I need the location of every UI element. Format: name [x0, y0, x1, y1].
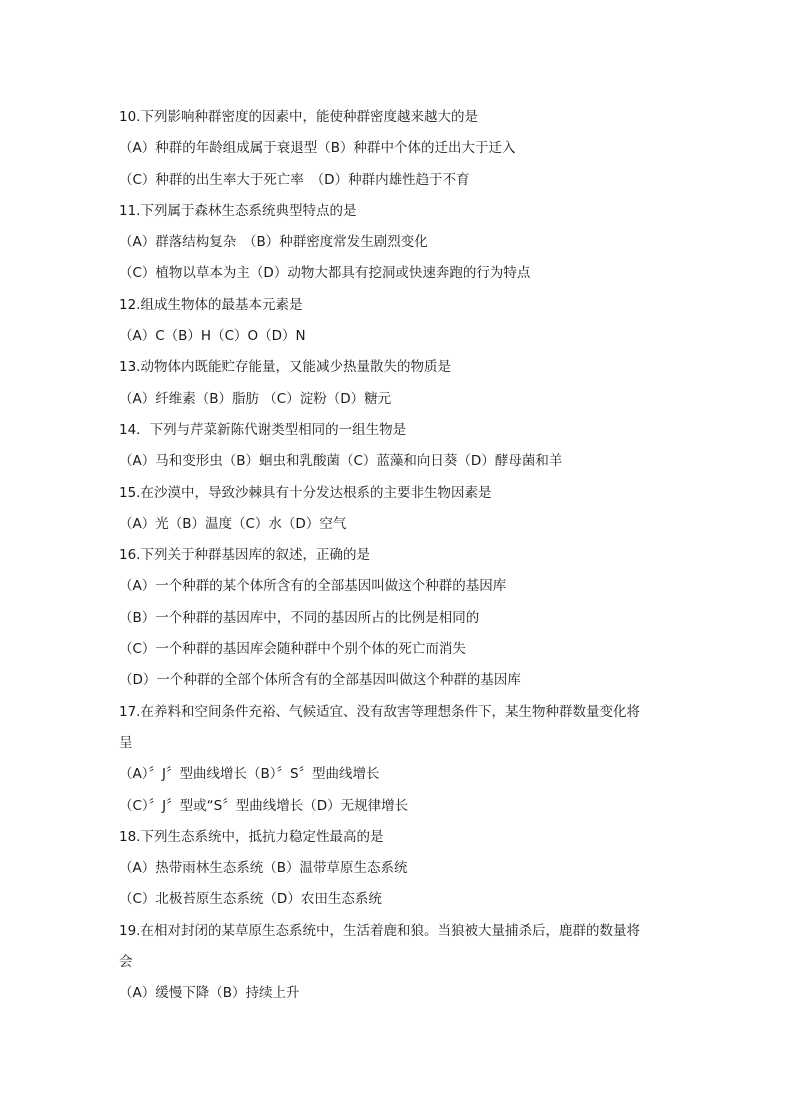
question-13-options: （A）纤维素（B）脂肪 （C）淀粉（D）糖元: [119, 390, 392, 407]
question-16-option-b: （B）一个种群的基因库中，不同的基因所占的比例是相同的: [119, 609, 480, 626]
question-11-stem: 11.下列属于森林生态系统典型特点的是: [119, 202, 357, 219]
question-11-options-cd: （C）植物以草本为主（D）动物大都具有挖洞或快速奔跑的行为特点: [119, 265, 531, 282]
question-16-option-a: （A）一个种群的某个体所含有的全部基因叫做这个种群的基因库: [119, 578, 507, 595]
question-16-option-c: （C）一个种群的基因库会随种群中个别个体的死亡而消失: [119, 641, 466, 658]
question-10-options-ab: （A）种群的年龄组成属于衰退型（B）种群中个体的迁出大于迁入: [119, 140, 516, 157]
question-17-options-ab: （A）〞J〞型曲线增长（B）〞S〞型曲线增长: [119, 766, 380, 783]
question-18-stem: 18.下列生态系统中，抵抗力稳定性最高的是: [119, 828, 384, 845]
question-12-stem: 12.组成生物体的最基本元素是: [119, 296, 303, 313]
question-10-stem: 10.下列影响种群密度的因素中，能使种群密度越来越大的是: [119, 109, 478, 125]
question-15-options: （A）光（B）温度（C）水（D）空气: [119, 515, 347, 532]
question-17-stem: 17.在养料和空间条件充裕、气候适宜、没有敌害等理想条件下，某生物种群数量变化将: [119, 703, 640, 720]
question-10-options-cd: （C）种群的出生率大于死亡率 （D）种群内雄性趋于不育: [119, 171, 470, 188]
question-17-options-cd: （C）〞J〞型或“S〞型曲线增长（D）无规律增长: [119, 797, 409, 814]
question-17-stem-cont: 呈: [119, 734, 133, 751]
question-19-stem-cont: 会: [119, 954, 133, 971]
question-14-options: （A）马和变形虫（B）蛔虫和乳酸菌（C）蓝藻和向日葵（D）酵母菌和羊: [119, 453, 563, 470]
question-15-stem: 15.在沙漠中，导致沙棘具有十分发达根系的主要非生物因素是: [119, 484, 492, 501]
question-18-options-cd: （C）北极苔原生态系统（D）农田生态系统: [119, 891, 382, 908]
question-13-stem: 13.动物体内既能贮存能量，又能减少热量散失的物质是: [119, 359, 451, 376]
document-page: [119, 102, 664, 1010]
question-16-stem: 16.下列关于种群基因库的叙述，正确的是: [119, 547, 370, 564]
question-18-options-ab: （A）热带雨林生态系统（B）温带草原生态系统: [119, 860, 408, 877]
question-19-options-ab: （A）缓慢下降（B）持续上升: [119, 985, 300, 1002]
question-16-option-d: （D）一个种群的全部个体所含有的全部基因叫做这个种群的基因库: [119, 672, 521, 689]
question-14-stem: 14．下列与芹菜新陈代谢类型相同的一组生物是: [119, 421, 407, 438]
question-19-stem: 19.在相对封闭的某草原生态系统中，生活着鹿和狼。当狼被大量捕杀后，鹿群的数量将: [119, 922, 640, 939]
question-11-options-ab: （A）群落结构复杂 （B）种群密度常发生剧烈变化: [119, 234, 428, 251]
question-12-options: （A）C（B）H（C）O（D）N: [119, 328, 306, 345]
